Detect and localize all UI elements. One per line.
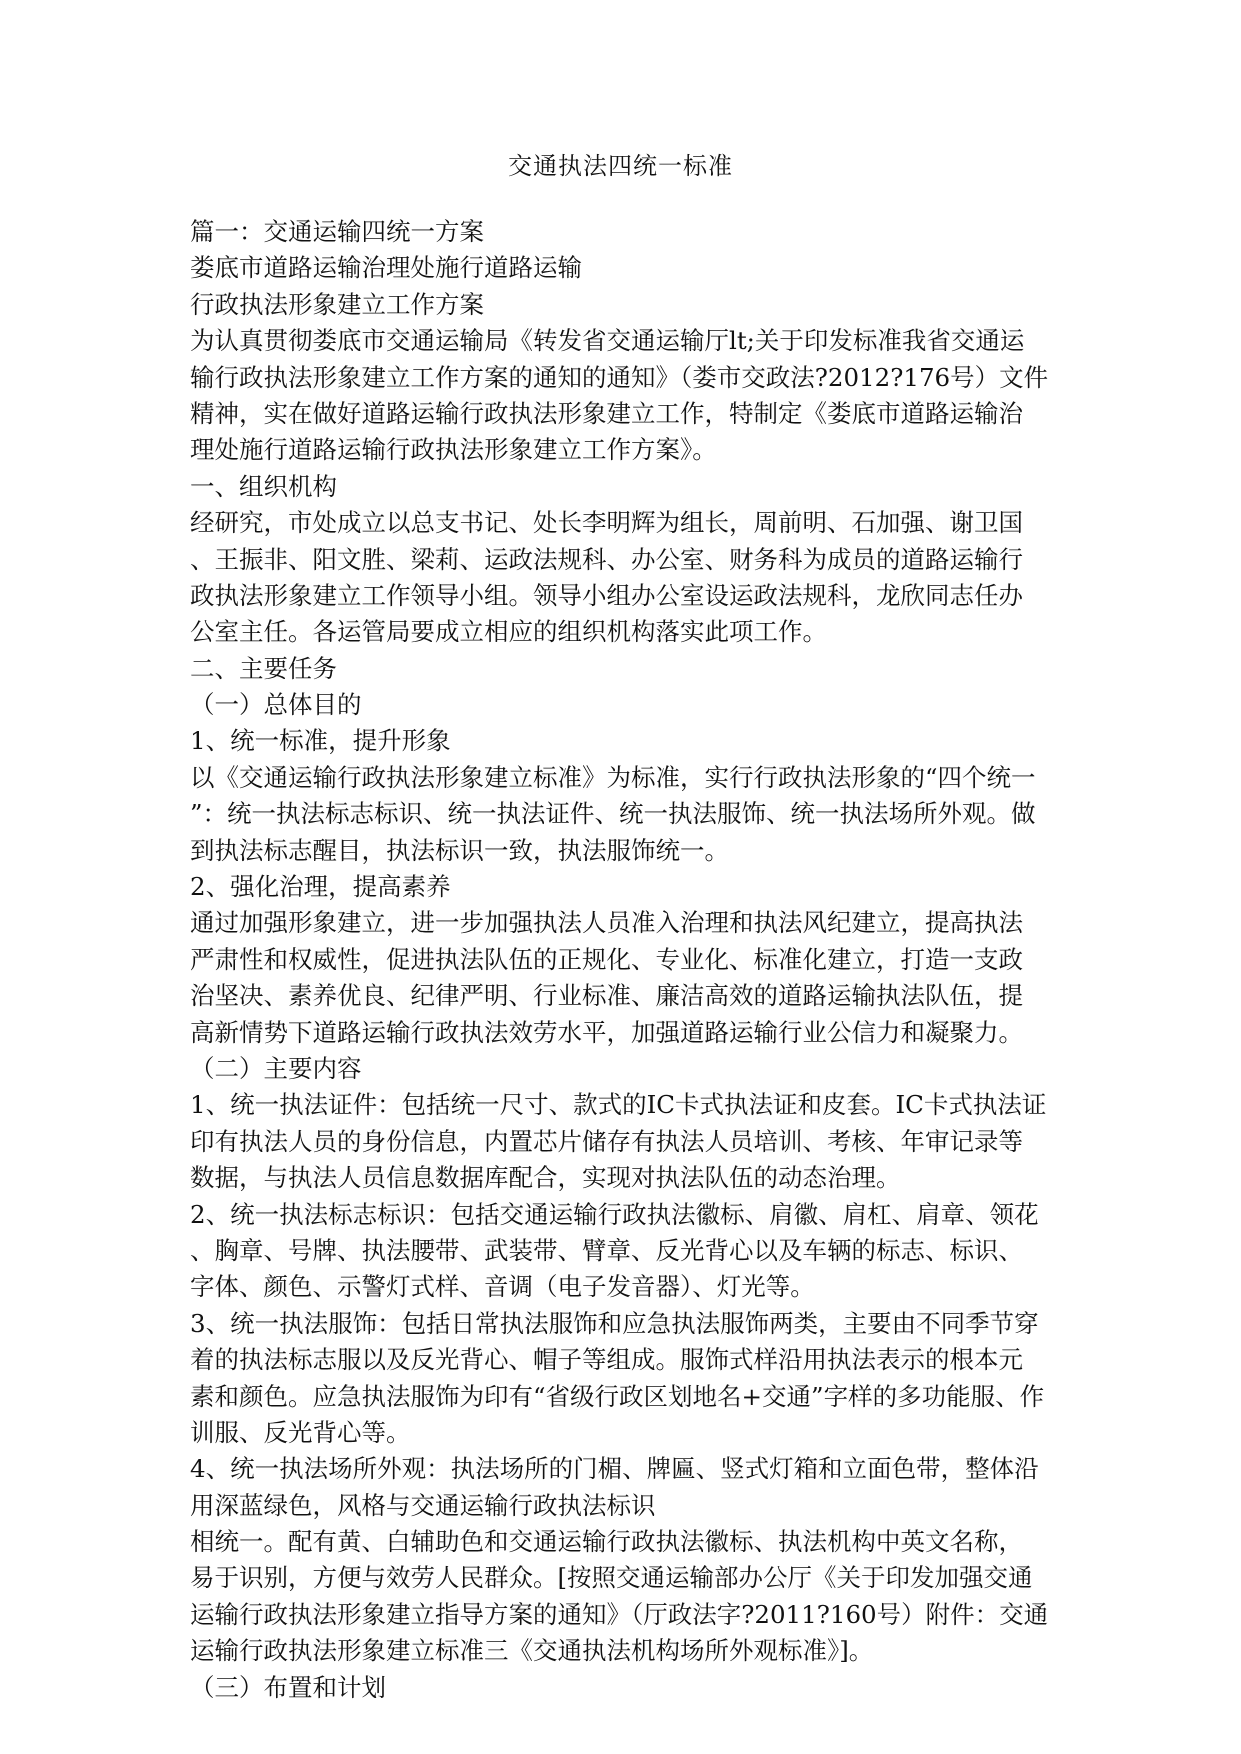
text-line: 高新情势下道路运输行政执法效劳水平，加强道路运输行业公信力和凝聚力。 [190,1017,1023,1047]
text-line: （三）布置和计划 [190,1672,386,1702]
text-line: 通过加强形象建立，进一步加强执法人员准入治理和执法风纪建立，提高执法 [190,908,1023,938]
text-line: 相统一。配有黄、白辅助色和交通运输行政执法徽标、执法机构中英文名称， [190,1527,1023,1557]
text-line: 3、统一执法服饰：包括日常执法服饰和应急执法服饰两类，主要由不同季节穿 [190,1308,1039,1338]
text-line: 娄底市道路运输治理处施行道路运输 [190,253,582,283]
text-line: 输行政执法形象建立工作方案的通知的通知》（娄市交政法?2012?176号）文件 [190,362,1048,392]
text-line: 1、统一标准，提升形象 [190,726,451,756]
text-line: 素和颜色。应急执法服饰为印有“省级行政区划地名+交通”字样的多功能服、作 [190,1381,1045,1411]
text-line: 1、统一执法证件：包括统一尺寸、款式的IC卡式执法证和皮套。IC卡式执法证 [190,1090,1047,1120]
text-line: 行政执法形象建立工作方案 [190,289,484,319]
text-line: 严肃性和权威性，促进执法队伍的正规化、专业化、标准化建立，打造一支政 [190,944,1023,974]
text-line: 到执法标志醒目，执法标识一致，执法服饰统一。 [190,835,729,865]
text-line: （一）总体目的 [190,690,362,720]
text-line: 用深蓝绿色，风格与交通运输行政执法标识 [190,1490,656,1520]
text-line: 训服、反光背心等。 [190,1417,411,1447]
text-line: 篇一：交通运输四统一方案 [190,217,484,246]
text-line: 易于识别，方便与效劳人民群众。[按照交通运输部办公厅《关于印发加强交通 [190,1563,1033,1593]
text-line: 公室主任。各运管局要成立相应的组织机构落实此项工作。 [190,617,827,647]
text-line: 二、主要任务 [190,653,337,683]
text-line: 4、统一执法场所外观：执法场所的门楣、牌匾、竖式灯箱和立面色带，整体沿 [190,1454,1039,1484]
text-line: 运输行政执法形象建立标准三《交通执法机构场所外观标准》]。 [190,1636,874,1666]
text-line: 2、强化治理，提高素养 [190,872,451,902]
text-line: 着的执法标志服以及反光背心、帽子等组成。服饰式样沿用执法表示的根本元 [190,1345,1023,1375]
text-line: 以《交通运输行政执法形象建立标准》为标准，实行行政执法形象的“四个统一 [190,762,1036,792]
text-line: 一、组织机构 [190,471,337,501]
text-line: 政执法形象建立工作领导小组。领导小组办公室设运政法规科，龙欣同志任办 [190,580,1023,610]
text-line: 印有执法人员的身份信息，内置芯片储存有执法人员培训、考核、年审记录等 [190,1126,1023,1156]
text-line: 精神，实在做好道路运输行政执法形象建立工作，特制定《娄底市道路运输治 [190,398,1023,428]
text-line: 字体、颜色、示警灯式样、音调（电子发音器）、灯光等。 [190,1272,815,1302]
text-line: 治坚决、素养优良、纪律严明、行业标准、廉洁高效的道路运输执法队伍，提 [190,981,1023,1011]
text-line: 、胸章、号牌、执法腰带、武装带、臂章、反光背心以及车辆的标志、标识、 [190,1235,1023,1265]
text-line: 为认真贯彻娄底市交通运输局《转发省交通运输厅lt;关于印发标准我省交通运 [190,326,1025,356]
document-title: 交通执法四统一标准 [508,152,733,180]
document-body [190,214,1048,1706]
text-line: 2、统一执法标志标识：包括交通运输行政执法徽标、肩徽、肩杠、肩章、领花 [190,1199,1039,1229]
text-line: 、王振非、阳文胜、梁莉、运政法规科、办公室、财务科为成员的道路运输行 [190,544,1023,574]
text-line: （二）主要内容 [190,1053,362,1083]
text-line: 运输行政执法形象建立指导方案的通知》（厅政法字?2011?160号）附件：交通 [190,1599,1048,1629]
text-line: ”：统一执法标志标识、统一执法证件、统一执法服饰、统一执法场所外观。做 [190,799,1036,829]
text-line: 数据，与执法人员信息数据库配合，实现对执法队伍的动态治理。 [190,1163,901,1193]
text-line: 理处施行道路运输行政执法形象建立工作方案》。 [190,435,717,465]
text-line: 经研究，市处成立以总支书记、处长李明辉为组长，周前明、石加强、谢卫国 [190,508,1023,538]
